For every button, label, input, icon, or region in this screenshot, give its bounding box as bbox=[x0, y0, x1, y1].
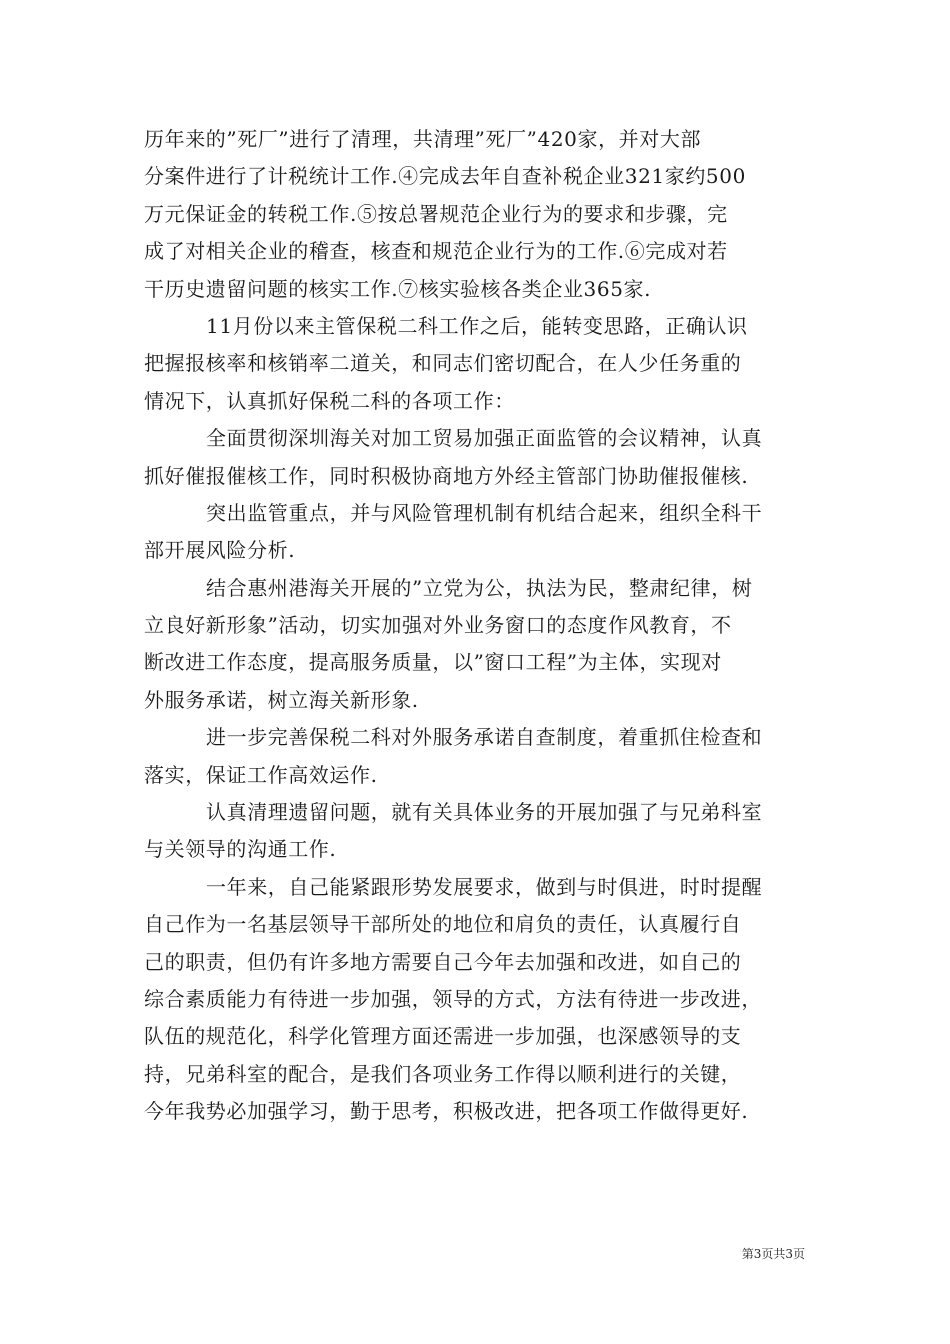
text-line: 立良好新形象”活动，切实加强对外业务窗口的态度作风教育，不 bbox=[144, 613, 732, 638]
text-line: 今年我势必加强学习，勤于思考，积极改进，把各项工作做得更好. bbox=[144, 1099, 749, 1124]
text-line: 万元保证金的转税工作.⑤按总署规范企业行为的要求和步骤，完 bbox=[144, 201, 728, 226]
text-line: 分案件进行了计税统计工作.④完成去年自查补税企业321家约500 bbox=[144, 164, 746, 189]
text-line: 外服务承诺，树立海关新形象. bbox=[144, 687, 419, 712]
paragraph-first-line: 一年来，自己能紧跟形势发展要求，做到与时俱进，时时提醒 bbox=[206, 874, 763, 899]
text-line: 成了对相关企业的稽查，核查和规范企业行为的工作.⑥完成对若 bbox=[144, 239, 728, 264]
text-line: 落实，保证工作高效运作. bbox=[144, 762, 378, 787]
text-line: 抓好催报催核工作，同时积极协商地方外经主管部门协助催报催核. bbox=[144, 463, 749, 488]
document-body bbox=[144, 121, 824, 1131]
text-line: 持，兄弟科室的配合，是我们各项业务工作得以顺利进行的关键， bbox=[144, 1061, 742, 1086]
text-line: 自己作为一名基层领导干部所处的地位和肩负的责任，认真履行自 bbox=[144, 912, 742, 937]
paragraph-first-line: 全面贯彻深圳海关对加工贸易加强正面监管的会议精神，认真 bbox=[206, 426, 763, 451]
text-line: 干历史遗留问题的核实工作.⑦核实验核各类企业365家. bbox=[144, 276, 652, 301]
paragraph-first-line: 突出监管重点，并与风险管理机制有机结合起来，组织全科干 bbox=[206, 500, 763, 525]
text-line: 队伍的规范化，科学化管理方面还需进一步加强，也深感领导的支 bbox=[144, 1024, 742, 1049]
paragraph-first-line: 认真清理遗留问题，就有关具体业务的开展加强了与兄弟科室 bbox=[206, 800, 763, 825]
text-line: 情况下，认真抓好保税二科的各项工作： bbox=[144, 388, 515, 413]
text-line: 己的职责，但仍有许多地方需要自己今年去加强和改进，如自己的 bbox=[144, 949, 742, 974]
text-line: 把握报核率和核销率二道关，和同志们密切配合，在人少任务重的 bbox=[144, 351, 742, 376]
text-line: 综合素质能力有待进一步加强，领导的方式，方法有待进一步改进， bbox=[144, 986, 762, 1011]
paragraph-first-line: 11月份以来主管保税二科工作之后，能转变思路，正确认识 bbox=[206, 313, 748, 338]
page-number-footer: 第3页共3页 bbox=[741, 1247, 805, 1261]
text-line: 断改进工作态度，提高服务质量，以”窗口工程”为主体，实现对 bbox=[144, 650, 722, 675]
paragraph-first-line: 进一步完善保税二科对外服务承诺自查制度，着重抓住检查和 bbox=[206, 725, 763, 750]
paragraph-first-line: 结合惠州港海关开展的”立党为公，执法为民，整肃纪律，树 bbox=[206, 575, 753, 600]
text-line: 历年来的”死厂”进行了清理，共清理”死厂”420家，并对大部 bbox=[144, 127, 702, 151]
text-line: 部开展风险分析. bbox=[144, 538, 296, 563]
text-line: 与关领导的沟通工作. bbox=[144, 837, 337, 862]
